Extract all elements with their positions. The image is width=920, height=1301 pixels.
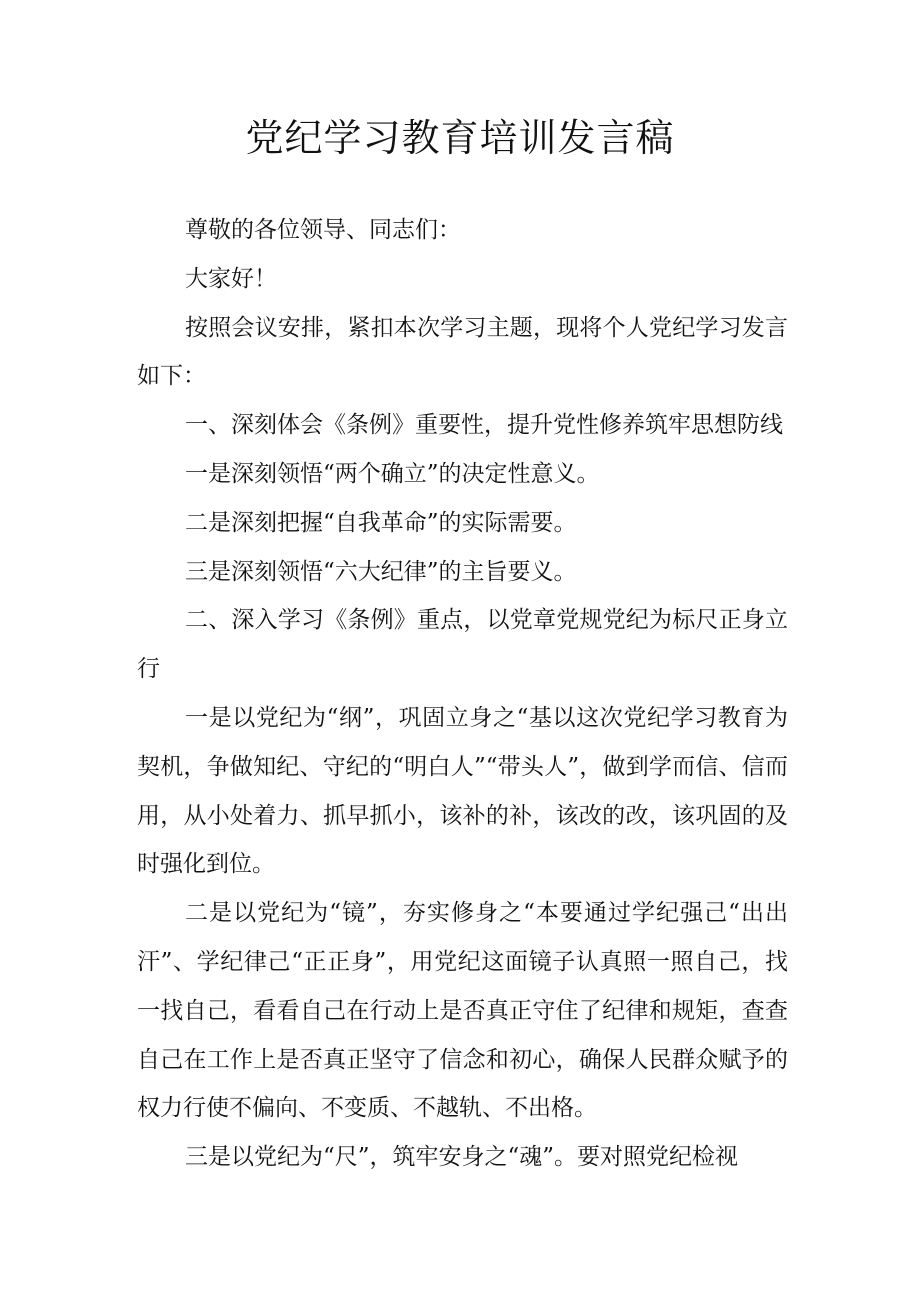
document-body bbox=[137, 206, 788, 1182]
document-title: 党纪学习教育培训发言稿 bbox=[245, 116, 675, 160]
section-2-point-1: 一是以党纪为“纲”，巩固立身之“基以这次党纪学习教育为契机，争做知纪、守纪的“明白人”“带头人”，做到学而信、信而用，从小处着力、抓早抓小，该补的补，该改的改，该巩固的及时强化到位。 bbox=[137, 704, 788, 878]
section-2-point-3: 三是以党纪为“尺”，筑牢安身之“魂”。要对照党纪检视 bbox=[185, 1144, 739, 1171]
section-heading-1: 一、深刻体会《条例》重要性，提升党性修养筑牢思想防线 bbox=[185, 412, 783, 439]
intro-paragraph: 按照会议安排，紧扣本次学习主题，现将个人党纪学习发言如下： bbox=[137, 314, 788, 390]
section-1-point-3: 三是深刻领悟“六大纪律”的主旨要义。 bbox=[185, 558, 577, 585]
section-heading-2: 二、深入学习《条例》重点，以党章党规党纪为标尺正身立行 bbox=[137, 607, 788, 683]
section-1-point-2: 二是深刻把握“自我革命”的实际需要。 bbox=[185, 509, 577, 536]
section-2-point-2: 二是以党纪为“镜”，夯实修身之“本要通过学纪强己“出出汗”、学纪律己“正正身”，用党纪这面镜子认真照一照自己，找一找自己，看看自己在行动上是否真正守住了纪律和规矩，查查自己在工作上是否真正坚守了信念和初心，确保人民群众赋予的权力行使不偏向、不变质、不越轨、不出格。 bbox=[137, 900, 788, 1122]
greeting: 大家好！ bbox=[185, 265, 277, 292]
salutation: 尊敬的各位领导、同志们： bbox=[185, 217, 461, 243]
section-1-point-1: 一是深刻领悟“两个确立”的决定性意义。 bbox=[185, 460, 600, 487]
